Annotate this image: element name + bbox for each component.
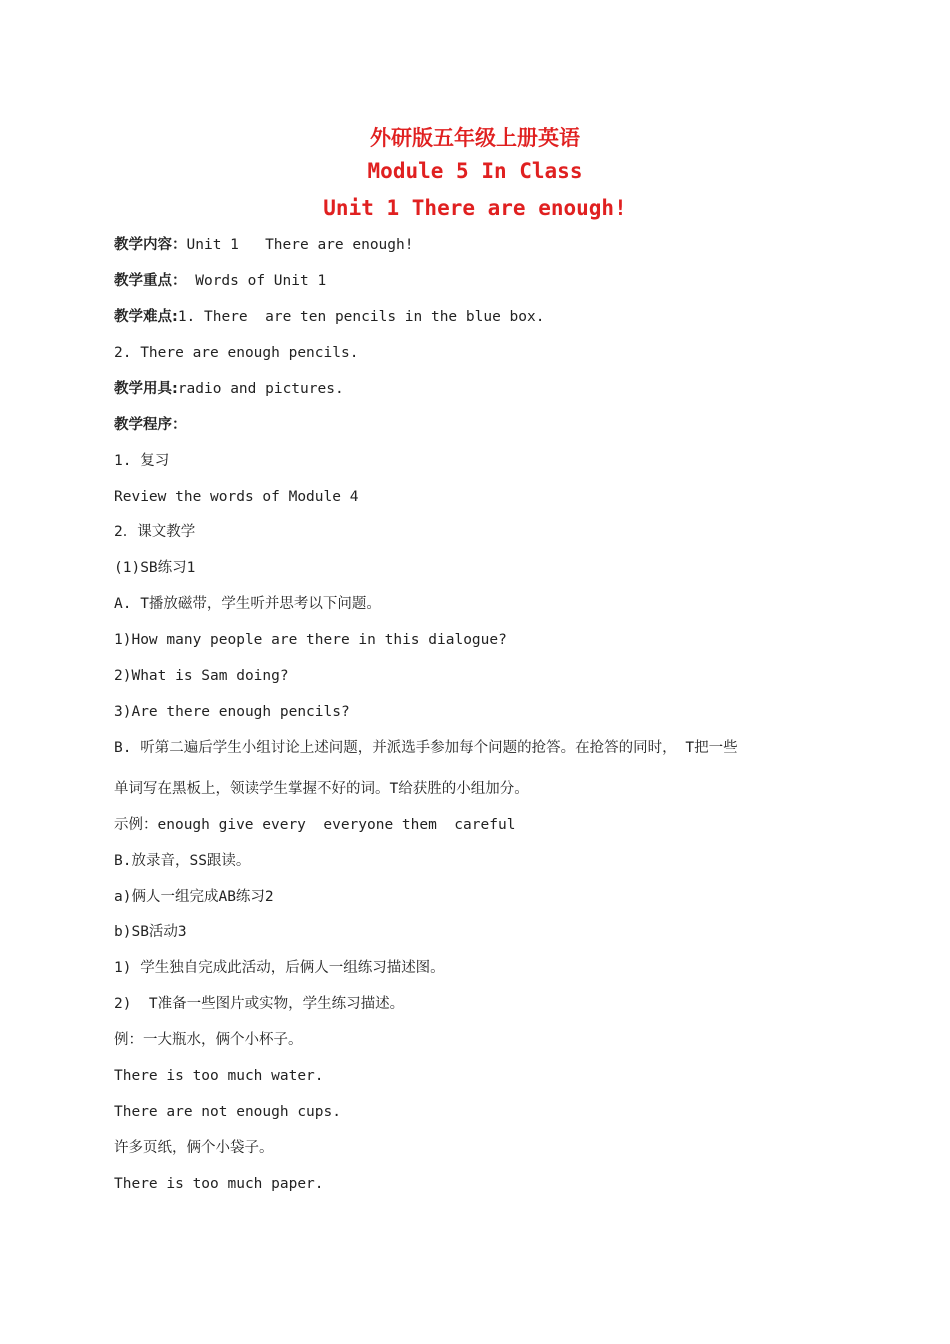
text-line bbox=[114, 702, 350, 722]
line-label: 教学用具: bbox=[114, 381, 178, 397]
title-publisher: 外研版五年级上册英语 bbox=[370, 126, 580, 150]
title-unit: Unit 1 There are enough! bbox=[323, 196, 627, 220]
line-text: 1. 复习 bbox=[114, 453, 170, 469]
line-text: 1) 学生独自完成此活动，后俩人一组练习描述图。 bbox=[114, 960, 445, 976]
line-text: b)SB活动3 bbox=[114, 924, 187, 940]
text-line bbox=[114, 922, 187, 942]
teaching-difficulty bbox=[114, 307, 544, 327]
line-label: 教学内容： bbox=[114, 237, 187, 253]
line-text: 1)How many people are there in this dialogue? bbox=[114, 632, 507, 648]
teaching-content bbox=[114, 235, 413, 255]
line-text: (1)SB练习1 bbox=[114, 560, 196, 576]
line-text: Unit 1 There are enough! bbox=[186, 237, 414, 253]
text-line bbox=[114, 738, 738, 758]
teaching-procedure bbox=[114, 415, 187, 435]
line-text: a)俩人一组完成AB练习2 bbox=[114, 889, 274, 905]
teaching-aids bbox=[114, 379, 344, 399]
line-text: B.放录音，SS跟读。 bbox=[114, 853, 251, 869]
line-text: radio and pictures. bbox=[177, 381, 344, 397]
teaching-focus bbox=[114, 271, 326, 291]
line-text: There is too much paper. bbox=[114, 1176, 324, 1192]
text-line bbox=[114, 451, 169, 471]
text-line bbox=[114, 1066, 324, 1086]
line-text: 2．课文教学 bbox=[114, 524, 196, 540]
text-line bbox=[114, 1174, 324, 1194]
line-text: A. T播放磁带，学生听并思考以下问题。 bbox=[114, 596, 381, 612]
text-line bbox=[114, 887, 274, 907]
text-line bbox=[114, 594, 381, 614]
text-line bbox=[114, 666, 289, 686]
line-text: 2) T准备一些图片或实物，学生练习描述。 bbox=[114, 996, 405, 1012]
text-line bbox=[114, 630, 507, 650]
line-label: 教学难点: bbox=[114, 309, 178, 325]
line-text: There is too much water. bbox=[114, 1068, 324, 1084]
text-line bbox=[114, 779, 529, 799]
line-text: Words of Unit 1 bbox=[186, 273, 327, 289]
text-line bbox=[114, 958, 445, 978]
line-label: 教学程序： bbox=[114, 417, 187, 433]
line-text: 1. There are ten pencils in the blue box. bbox=[177, 309, 545, 325]
text-line bbox=[114, 487, 358, 507]
line-text: 例：一大瓶水，俩个小杯子。 bbox=[114, 1032, 303, 1048]
text-line bbox=[114, 994, 404, 1014]
line-text: B. 听第二遍后学生小组讨论上述问题，并派选手参加每个问题的抢答。在抢答的同时， T把一些 bbox=[114, 740, 738, 756]
line-text: 许多页纸，俩个小袋子。 bbox=[114, 1140, 274, 1156]
line-text: Review the words of Module 4 bbox=[114, 489, 359, 505]
text-line bbox=[114, 815, 515, 835]
line-text: 单词写在黑板上，领读学生掌握不好的词。T给获胜的小组加分。 bbox=[114, 781, 529, 797]
line-text: 2)What is Sam doing? bbox=[114, 668, 289, 684]
text-line bbox=[114, 522, 195, 542]
title-module: Module 5 In Class bbox=[367, 159, 583, 183]
line-label: 教学重点： bbox=[114, 273, 187, 289]
line-text: 示例：enough give every everyone them careful bbox=[114, 817, 516, 833]
line-text: 2. There are enough pencils. bbox=[114, 345, 359, 361]
text-line bbox=[114, 1030, 303, 1050]
text-line bbox=[114, 1138, 274, 1158]
line-text: There are not enough cups. bbox=[114, 1104, 341, 1120]
text-line bbox=[114, 558, 195, 578]
text-line bbox=[114, 1102, 341, 1122]
line-text: 3)Are there enough pencils? bbox=[114, 704, 350, 720]
text-line bbox=[114, 851, 250, 871]
text-line bbox=[114, 343, 358, 363]
